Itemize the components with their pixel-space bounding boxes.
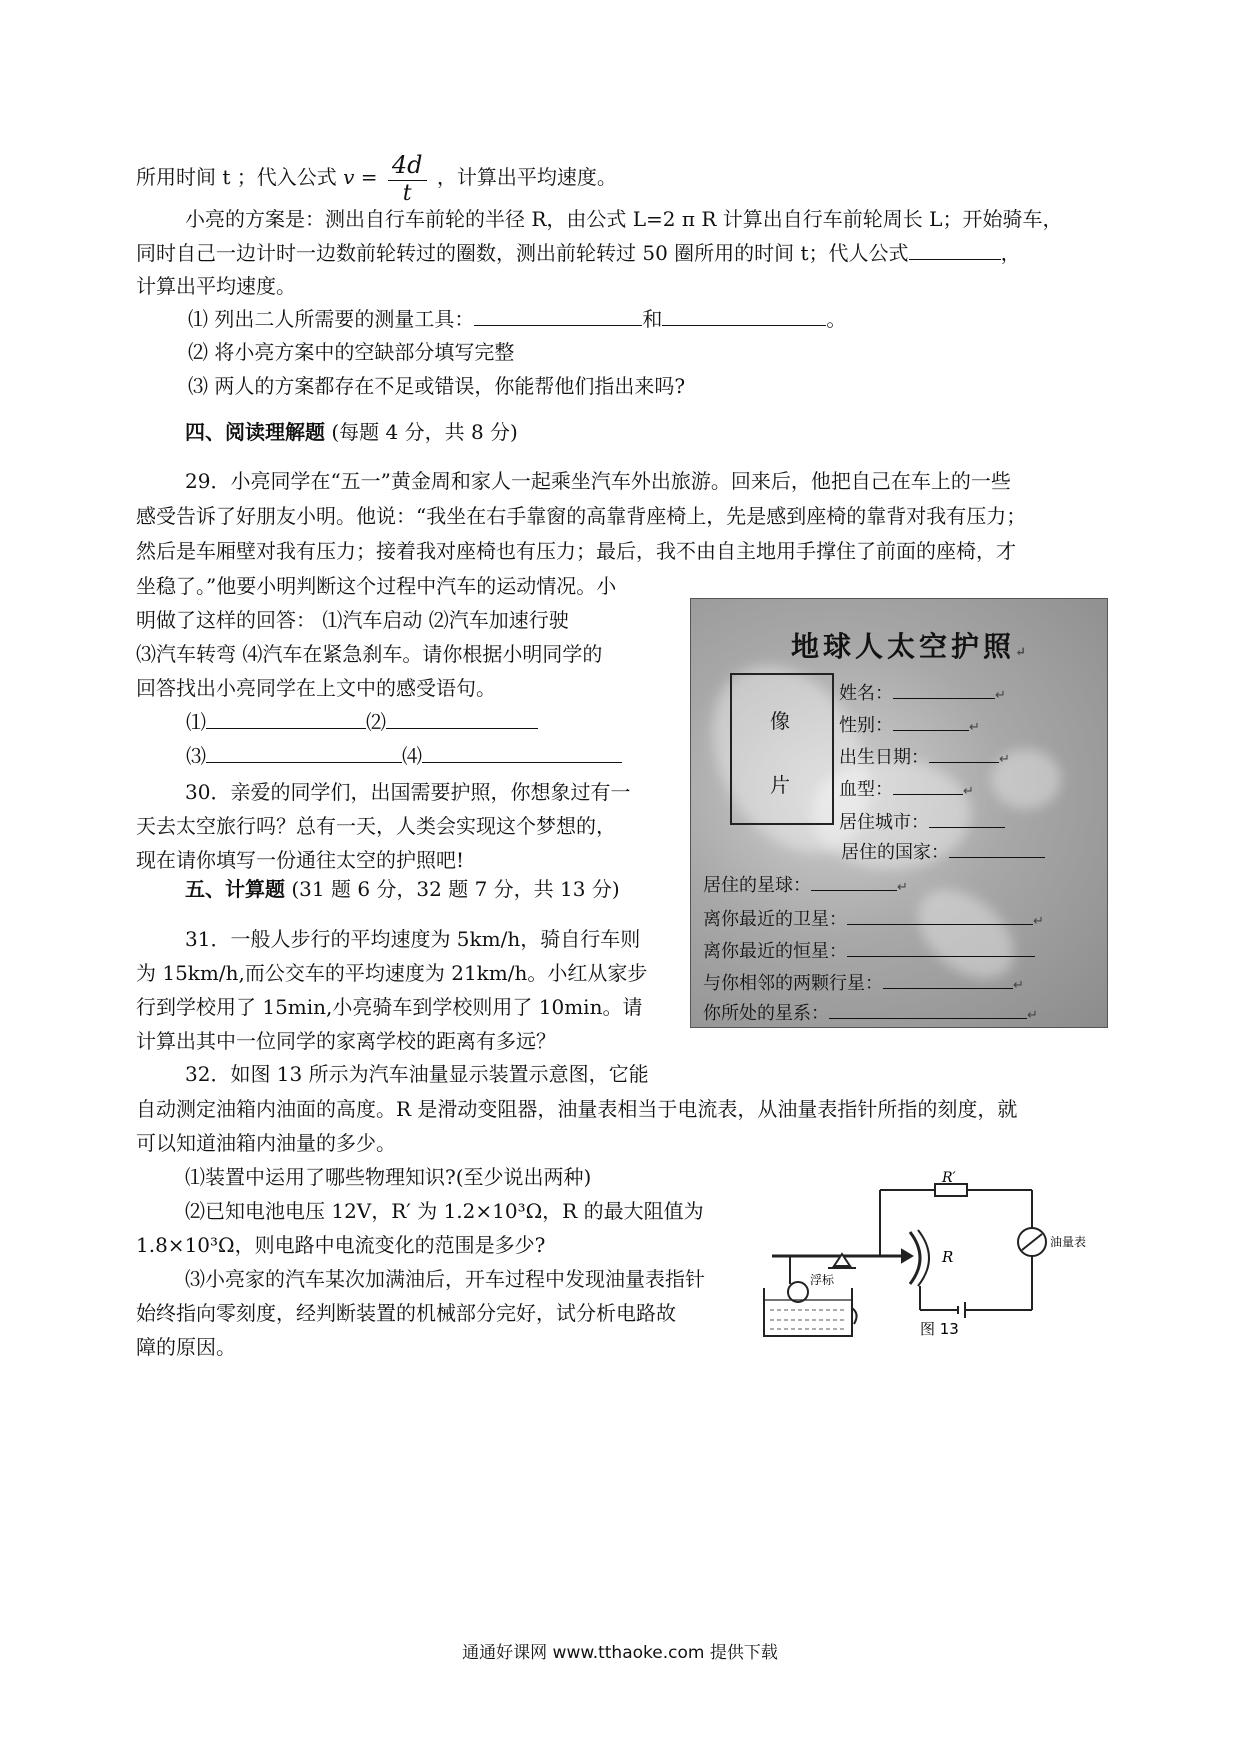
formula-before: 所用时间 t ；代入公式 (136, 165, 344, 189)
q32-line-3: 可以知道油箱内油量的多少。 (136, 1131, 396, 1155)
passport-field-country (841, 838, 1045, 864)
passport-field-planet: 居住的星球： ↵ (703, 871, 908, 897)
passport-field-name-label: 姓名： (839, 683, 893, 704)
q32-sub-3a: ⑶小亮家的汽车某次加满油后，开车过程中发现油量表指针 (185, 1267, 705, 1291)
q32-sub-2a: ⑵已知电池电压 12V，R′ 为 1.2×10³Ω，R 的最大阻值为 (185, 1199, 704, 1223)
passport-galaxy-blank[interactable] (829, 1000, 1027, 1019)
passport-field-blood-label: 血型： (839, 779, 893, 800)
formula-numerator: 4d (388, 150, 427, 181)
q29-line-5: 明做了这样的回答： ⑴汽车启动 ⑵汽车加速行驶 (136, 608, 569, 632)
label-r: R (942, 1248, 954, 1266)
passport-satellite-blank[interactable] (847, 906, 1033, 925)
section-5-note: (31 题 6 分，32 题 7 分，共 13 分) (291, 877, 620, 901)
passport-title-text: 地球人太空护照 (791, 630, 1016, 663)
passport-star-blank[interactable] (847, 938, 1035, 957)
q30-line-3: 现在请你填写一份通往太空的护照吧! (136, 848, 465, 872)
tool-blank-2[interactable] (662, 305, 826, 326)
passport-field-name: 姓名： ↵ (839, 679, 1006, 705)
passport-field-satellite: 离你最近的卫星： ↵ (703, 905, 1044, 931)
q29-line-7: 回答找出小亮同学在上文中的感受语句。 (136, 676, 496, 700)
passport-country-blank[interactable] (949, 839, 1045, 858)
figure-13-diagram (770, 1170, 1087, 1346)
q31-line-4: 计算出其中一位同学的家离学校的距离有多远？ (136, 1029, 556, 1053)
q29-blank-label-2: ⑵ (366, 710, 386, 734)
passport-field-birthday: 出生日期： ↵ (839, 743, 1010, 769)
q31-line-2: 为 15km/h,而公交车的平均速度为 21km/h。小红从家步 (136, 961, 648, 985)
q32-sub-1: ⑴装置中运用了哪些物理知识?(至少说出两种) (185, 1165, 592, 1189)
passport-field-star (703, 937, 1035, 963)
section-4-title: 四、阅读理解题 (185, 420, 325, 444)
rheostat-r (910, 1232, 920, 1284)
q29-blanks-row-2 (186, 742, 622, 770)
section-5-heading (185, 875, 620, 903)
liang-plan-line-3: 计算出平均速度。 (136, 274, 296, 298)
liang-plan-line-2-text: 同时自己一边计时一边数前轮转过的圈数，测出前轮转过 50 圈所用的时间 t；代人公式 (136, 241, 909, 265)
liang-plan-line-2-end: ， (1000, 241, 1021, 265)
passport-field-satellite-label: 离你最近的卫星： (703, 909, 847, 930)
passport-blood-blank[interactable] (893, 776, 963, 795)
q29-line-6: ⑶汽车转弯 ⑷汽车在紧急刹车。请你根据小明同学的 (136, 642, 603, 666)
tool-blank-1[interactable] (474, 305, 642, 326)
liang-plan-line-1: 小亮的方案是：测出自行车前轮的半径 R，由公式 L=2 π R 计算出自行车前轮周长 L；开始骑车， (185, 207, 1063, 231)
figure-13-caption: 图 13 (920, 1320, 959, 1338)
formula-line (136, 150, 617, 207)
q29-blanks-row-1 (186, 708, 538, 736)
passport-field-galaxy-label: 你所处的星系： (703, 1003, 829, 1024)
q32-sub-3b: 始终指向零刻度，经判断装置的机械部分完好，试分析电路故 (136, 1301, 676, 1325)
passport-field-country-label: 居住的国家： (841, 842, 949, 863)
slider-arrow (902, 1250, 912, 1262)
passport-field-neighbors-label: 与你相邻的两颗行星： (703, 973, 883, 994)
section-4-heading (185, 418, 518, 446)
q28-part-1-end: 。 (826, 307, 847, 331)
q32-sub-2b: 1.8×10³Ω，则电路中电流变化的范围是多少? (136, 1233, 546, 1257)
passport-field-city-label: 居住城市： (839, 812, 929, 833)
float (788, 1282, 808, 1302)
passport-city-blank[interactable] (929, 809, 1005, 828)
q29-line-2: 感受告诉了好朋友小明。他说：“我坐在右手靠窗的高靠背座椅上，先是感到座椅的靠背对我有压力； (136, 504, 1027, 528)
page-footer: 通通好课网 www.tthaoke.com 提供下载 (462, 1643, 778, 1663)
q32-line-1: 32．如图 13 所示为汽车油量显示装置示意图，它能 (185, 1062, 649, 1086)
passport-field-blood: 血型： ↵ (839, 775, 974, 801)
passport-field-star-label: 离你最近的恒星： (703, 941, 847, 962)
label-r-prime: R′ (942, 1170, 956, 1186)
q29-blank-2[interactable] (386, 708, 538, 729)
q29-line-3: 然后是车厢壁对我有压力；接着我对座椅也有压力；最后，我不由自主地用手撑住了前面的座椅，才 (136, 539, 1016, 563)
passport-field-gender: 性别： ↵ (839, 711, 980, 737)
q28-part-1-text: ⑴ 列出二人所需要的测量工具： (188, 307, 475, 331)
passport-gender-blank[interactable] (893, 712, 969, 731)
passport-photo-label-bottom: 片 (770, 773, 790, 797)
formula-denominator: t (402, 181, 412, 206)
section-4-note: (每题 4 分，共 8 分) (331, 420, 518, 444)
passport-field-gender-label: 性别： (839, 715, 893, 736)
q29-blank-3[interactable] (206, 742, 402, 763)
q28-part-1 (188, 305, 846, 333)
q29-line-4: 坐稳了。”他要小明判断这个过程中汽车的运动情况。小 (136, 574, 617, 598)
q28-part-1-and: 和 (642, 307, 663, 331)
passport-birthday-blank[interactable] (929, 744, 999, 763)
q30-line-1: 30．亲爱的同学们，出国需要护照，你想象过有一 (185, 780, 631, 804)
passport-field-birthday-label: 出生日期： (839, 747, 929, 768)
passport-field-neighbors: 与你相邻的两颗行星： ↵ (703, 969, 1024, 995)
passport-field-galaxy: 你所处的星系： ↵ (703, 999, 1038, 1025)
q28-part-2: ⑵ 将小亮方案中的空缺部分填写完整 (188, 340, 515, 364)
q30-line-2: 天去太空旅行吗？总有一天，人类会实现这个梦想的， (136, 814, 616, 838)
q29-blank-label-4: ⑷ (402, 744, 422, 768)
q32-line-2: 自动测定油箱内油面的高度。R 是滑动变阻器，油量表相当于电流表，从油量表指针所指的刻度，就 (136, 1097, 1018, 1121)
formula-answer-blank[interactable] (909, 239, 1001, 260)
space-passport-card (690, 598, 1108, 1028)
q32-sub-3c: 障的原因。 (136, 1335, 236, 1359)
q29-line-1: 29．小亮同学在“五一”黄金周和家人一起乘坐汽车外出旅游。回来后，他把自己在车上的一些 (185, 469, 1011, 493)
q29-blank-4[interactable] (422, 742, 622, 763)
formula-v: v = (343, 165, 378, 189)
q28-part-3: ⑶ 两人的方案都存在不足或错误，你能帮他们指出来吗? (188, 374, 686, 398)
label-float: 浮标 (810, 1273, 835, 1287)
label-meter: 油量表 (1050, 1235, 1087, 1249)
passport-planet-blank[interactable] (811, 872, 897, 891)
passport-neighbors-blank[interactable] (883, 970, 1013, 989)
q31-line-3: 行到学校用了 15min,小亮骑车到学校则用了 10min。请 (136, 995, 643, 1019)
passport-field-planet-label: 居住的星球： (703, 875, 811, 896)
liang-plan-line-2 (136, 239, 1021, 267)
passport-field-city (839, 808, 1005, 834)
passport-title: 地球人太空护照↵ (791, 630, 1030, 663)
q29-blank-label-1: ⑴ (186, 710, 206, 734)
section-5-title: 五、计算题 (185, 877, 285, 901)
passport-photo-box (730, 673, 834, 825)
q29-blank-label-3: ⑶ (186, 744, 206, 768)
passport-name-blank[interactable] (893, 680, 995, 699)
q31-line-1: 31．一般人步行的平均速度为 5km/h，骑自行车则 (185, 927, 641, 951)
q29-blank-1[interactable] (206, 708, 366, 729)
formula-fraction (388, 150, 427, 207)
passport-photo-label-top: 像 (770, 709, 790, 733)
formula-after: ，计算出平均速度。 (436, 165, 617, 189)
